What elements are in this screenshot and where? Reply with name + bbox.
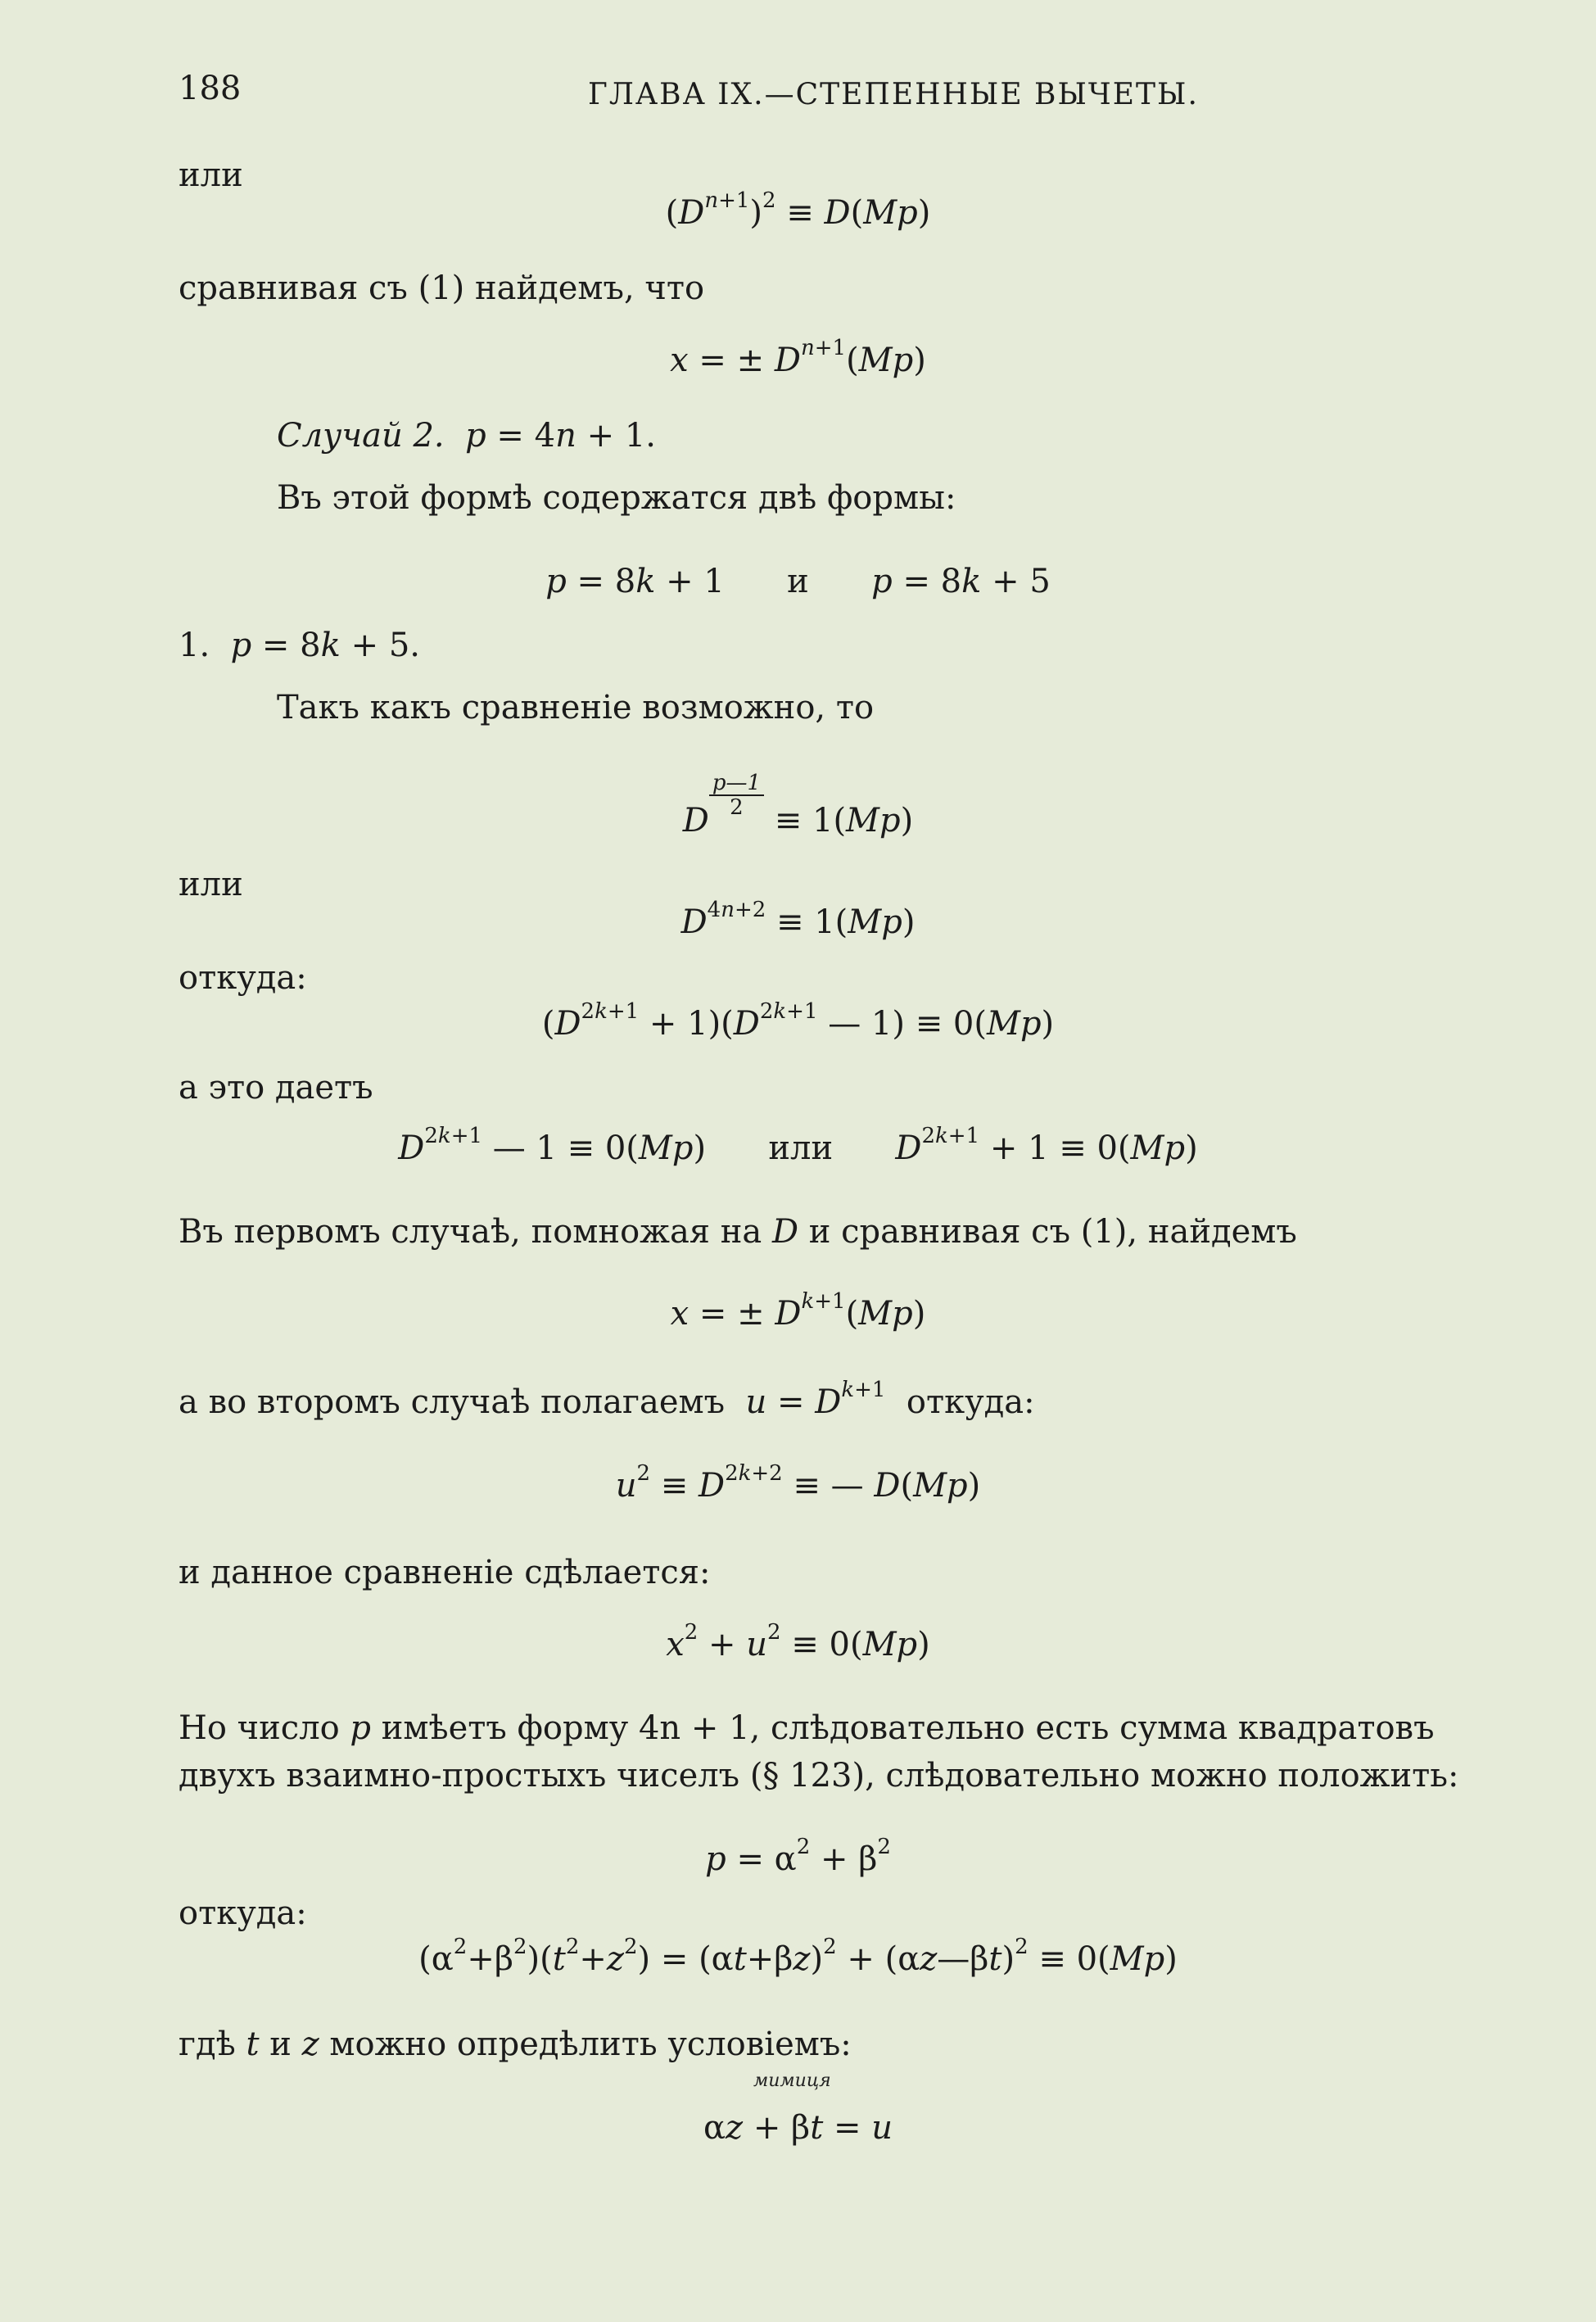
where-b: и	[269, 2026, 292, 2063]
where-z: z	[301, 2026, 319, 2063]
where-t: t	[246, 2026, 260, 2063]
equation-7: $D^{2k+1}$ — 1 ≡ 0(Mp) или $D^{2k+1} + 1 \equiv 0(Mp)$	[398, 1123, 1198, 1167]
equation-10: $x^2 + u^2 \equiv 0(Mp)$	[666, 1619, 930, 1663]
equation-11: $p = \alpha^2 + \beta^2$	[705, 1834, 891, 1878]
handwritten-note: мимиця	[753, 2071, 831, 2091]
equation-9: $u^2 \equiv D^{2k+2}$ ≡ — D(Mp)	[615, 1460, 981, 1505]
text-and: и	[787, 563, 809, 600]
text-ili-2: или	[179, 866, 243, 903]
second-case-end: откуда:	[906, 1383, 1035, 1421]
number-p-a: Но число	[179, 1709, 340, 1747]
text-otkuda-1: откуда:	[179, 959, 307, 997]
text-congruence-becomes: и данное сравненіе сдѣлается:	[179, 1554, 711, 1591]
item-1-number: 1.	[179, 627, 210, 664]
item-1: 1. p = 8k + 5.	[179, 627, 420, 664]
equation-12: $(\alpha^2+\beta^2)(t^2+z^2) = (\alpha t+\beta z)^2$ + (αz—βt)$^2$ ≡ 0(Mp)	[418, 1934, 1178, 1978]
first-case-start: Въ первомъ случаѣ, помножая на	[179, 1213, 762, 1251]
page-number: 188	[179, 70, 242, 107]
first-case-end: и сравнивая съ (1), найдемъ	[808, 1213, 1297, 1251]
first-case-D: D	[771, 1213, 799, 1251]
equation-3: p = 8k + 1 и p = 8k + 5	[545, 563, 1051, 600]
text-otkuda-2: откуда:	[179, 1894, 307, 1932]
number-p-var: p	[350, 1709, 372, 1747]
equation-1: $(D^{n+1})^2 \equiv D(Mp)$	[665, 188, 931, 232]
equation-2: x = ± $D^{n+1}(Mp)$	[670, 335, 926, 379]
number-p-form: 4n + 1,	[638, 1709, 761, 1747]
second-case-start: а во второмъ случаѣ полагаемъ	[179, 1383, 726, 1421]
text-contains-forms: Въ этой формѣ содержатся двѣ формы:	[277, 479, 956, 517]
equation-8: x = ± $D^{k+1}(Mp)$	[670, 1288, 926, 1333]
number-p-c: слѣдовательно есть сумма квадратовъ	[771, 1709, 1435, 1747]
text-compare-1: сравнивая съ (1) найдемъ, что	[179, 269, 705, 307]
running-title: ГЛАВА IX.—СТЕПЕННЫЕ ВЫЧЕТЫ.	[588, 78, 1199, 111]
text-where	[179, 2025, 852, 2064]
case-2-label: Случай 2.	[277, 417, 445, 455]
text-since-possible: Такъ какъ сравненіе возможно, то	[277, 689, 875, 726]
equation-5: $D^{4n+2} \equiv 1(Mp)$	[680, 897, 916, 941]
number-p-b: имѣетъ форму	[381, 1709, 629, 1747]
where-c: можно опредѣлить условіемъ:	[329, 2026, 852, 2063]
text-number-p-line2: двухъ взаимно-простыхъ чиселъ (§ 123), слѣдовательно можно положить:	[179, 1757, 1459, 1795]
text-ili-1: или	[179, 156, 243, 194]
where-a: гдѣ	[179, 2026, 236, 2063]
text-this-gives: а это даетъ	[179, 1069, 373, 1107]
text-ili-3: или	[768, 1129, 834, 1167]
text-number-p-line1	[179, 1709, 1435, 1748]
equation-4: D $\frac{p—1}{2}$ ≡ 1(Mp)	[682, 771, 914, 840]
text-first-case	[179, 1212, 1297, 1252]
equation-6: $(D^{2k+1} + 1)(D^{2k+1}$ — 1) ≡ 0(Mp)	[541, 998, 1055, 1043]
text-second-case: а во второмъ случаѣ полагаемъ $u = D^{k+1}$ откуда:	[179, 1377, 1035, 1421]
equation-13: αz + βt = u	[703, 2109, 893, 2147]
case-2-heading: Случай 2. p = 4n + 1.	[277, 417, 656, 455]
